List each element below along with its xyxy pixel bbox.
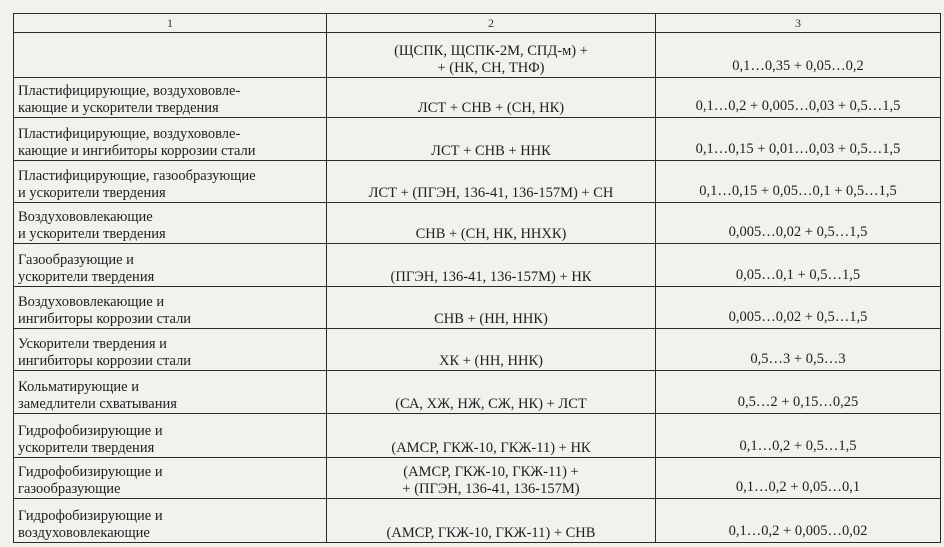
- column-number-2: 2: [327, 14, 656, 33]
- composition-line: + (ПГЭН, 136-41, 136-157М): [402, 481, 580, 497]
- table-row: [14, 244, 941, 287]
- additive-type-line: и ускорители твердения: [18, 226, 166, 242]
- additive-type-line: Воздухововлекающие и: [18, 294, 165, 310]
- table-row: [14, 414, 941, 458]
- dosage-cell: 0,1…0,2 + 0,005…0,03 + 0,5…1,5: [656, 78, 941, 118]
- composition-line: (АМСР, ГКЖ-10, ГКЖ-11) + СНВ: [386, 525, 596, 541]
- additive-type-cell: [14, 414, 327, 458]
- table-row: [14, 161, 941, 203]
- dosage-cell: 0,1…0,2 + 0,005…0,02: [656, 499, 941, 543]
- composition-line: (ЩСПК, ЩСПК-2М, СПД-м) +: [394, 43, 588, 59]
- composition-line: (АМСР, ГКЖ-10, ГКЖ-11) +: [403, 464, 579, 480]
- composition-line: (СА, ХЖ, НЖ, СЖ, НК) + ЛСТ: [395, 396, 587, 412]
- composition-line: СНВ + (СН, НК, ННХК): [415, 226, 567, 242]
- dosage-cell: 0,05…0,1 + 0,5…1,5: [656, 244, 941, 287]
- composition-line: ХК + (НН, ННК): [438, 353, 544, 369]
- additive-type-line: Воздухововлекающие: [18, 209, 153, 225]
- composition-line: СНВ + (НН, ННК): [434, 311, 548, 327]
- composition-line: (АМСР, ГКЖ-10, ГКЖ-11) + НК: [391, 440, 591, 456]
- column-number-3: 3: [656, 14, 941, 33]
- table-row: [14, 499, 941, 543]
- table-row: [14, 33, 941, 78]
- dosage-cell: 0,1…0,35 + 0,05…0,2: [656, 33, 941, 78]
- dosage-cell: 0,005…0,02 + 0,5…1,5: [656, 203, 941, 244]
- additive-type-line: кающие и ингибиторы коррозии стали: [18, 143, 256, 159]
- table-row: [14, 458, 941, 499]
- additive-type-line: воздухововлекающие: [18, 525, 150, 541]
- composition-line: ЛСТ + (ПГЭН, 136-41, 136-157М) + СН: [368, 185, 614, 201]
- additive-type-cell: [14, 33, 327, 78]
- composition-cell: [327, 118, 656, 161]
- table-row: [14, 329, 941, 371]
- additive-type-line: Гидрофобизирующие и: [18, 464, 163, 480]
- dosage-cell: 0,5…3 + 0,5…3: [656, 329, 941, 371]
- additive-type-line: замедлители схватывания: [18, 396, 177, 412]
- composition-cell: [327, 414, 656, 458]
- additive-type-cell: [14, 78, 327, 118]
- dosage-cell: 0,1…0,15 + 0,05…0,1 + 0,5…1,5: [656, 161, 941, 203]
- composition-cell: [327, 458, 656, 499]
- table-row: [14, 371, 941, 414]
- additive-type-line: Пластифицирующие, воздухововле-: [18, 126, 241, 142]
- additive-type-cell: [14, 499, 327, 543]
- additive-type-line: ускорители твердения: [18, 269, 155, 285]
- dosage-cell: 0,1…0,2 + 0,5…1,5: [656, 414, 941, 458]
- table-row: [14, 287, 941, 329]
- additive-type-cell: [14, 244, 327, 287]
- additive-type-line: Гидрофобизирующие и: [18, 423, 163, 439]
- dosage-cell: 0,1…0,15 + 0,01…0,03 + 0,5…1,5: [656, 118, 941, 161]
- table-row: [14, 78, 941, 118]
- header-row: [14, 14, 941, 33]
- additive-type-line: и ускорители твердения: [18, 185, 166, 201]
- column-number-1: 1: [14, 14, 327, 33]
- additive-type-line: ускорители твердения: [18, 440, 155, 456]
- additive-type-cell: [14, 287, 327, 329]
- additive-type-line: Пластифицирующие, газообразующие: [18, 168, 256, 184]
- composition-cell: [327, 329, 656, 371]
- composition-line: + (НК, СН, ТНФ): [437, 60, 545, 76]
- additive-type-line: Гидрофобизирующие и: [18, 508, 163, 524]
- additive-type-line: газообразующие: [18, 481, 121, 497]
- composition-cell: [327, 244, 656, 287]
- additive-type-cell: [14, 458, 327, 499]
- table-row: [14, 203, 941, 244]
- additive-type-cell: [14, 161, 327, 203]
- additive-type-cell: [14, 371, 327, 414]
- composition-cell: [327, 33, 656, 78]
- composition-cell: [327, 499, 656, 543]
- composition-line: ЛСТ + СНВ + ННК: [431, 143, 551, 159]
- additive-type-line: ингибиторы коррозии стали: [18, 353, 192, 369]
- additive-type-line: ингибиторы коррозии стали: [18, 311, 192, 327]
- additive-type-line: Кольматирующие и: [18, 379, 139, 395]
- table-row: [14, 118, 941, 161]
- additives-table: [13, 13, 941, 543]
- dosage-cell: 0,005…0,02 + 0,5…1,5: [656, 287, 941, 329]
- composition-line: ЛСТ + СНВ + (СН, НК): [417, 100, 565, 116]
- composition-cell: [327, 203, 656, 244]
- additive-type-line: кающие и ускорители твердения: [18, 100, 219, 116]
- composition-line: (ПГЭН, 136-41, 136-157М) + НК: [390, 269, 592, 285]
- additive-type-line: Ускорители твердения и: [18, 336, 167, 352]
- dosage-cell: 0,1…0,2 + 0,05…0,1: [656, 458, 941, 499]
- composition-cell: [327, 287, 656, 329]
- additive-type-cell: [14, 118, 327, 161]
- composition-cell: [327, 161, 656, 203]
- composition-cell: [327, 371, 656, 414]
- additive-type-cell: [14, 329, 327, 371]
- additive-type-cell: [14, 203, 327, 244]
- additive-type-line: Пластифицирующие, воздухововле-: [18, 83, 241, 99]
- dosage-cell: 0,5…2 + 0,15…0,25: [656, 371, 941, 414]
- additive-type-line: Газообразующие и: [18, 252, 134, 268]
- composition-cell: [327, 78, 656, 118]
